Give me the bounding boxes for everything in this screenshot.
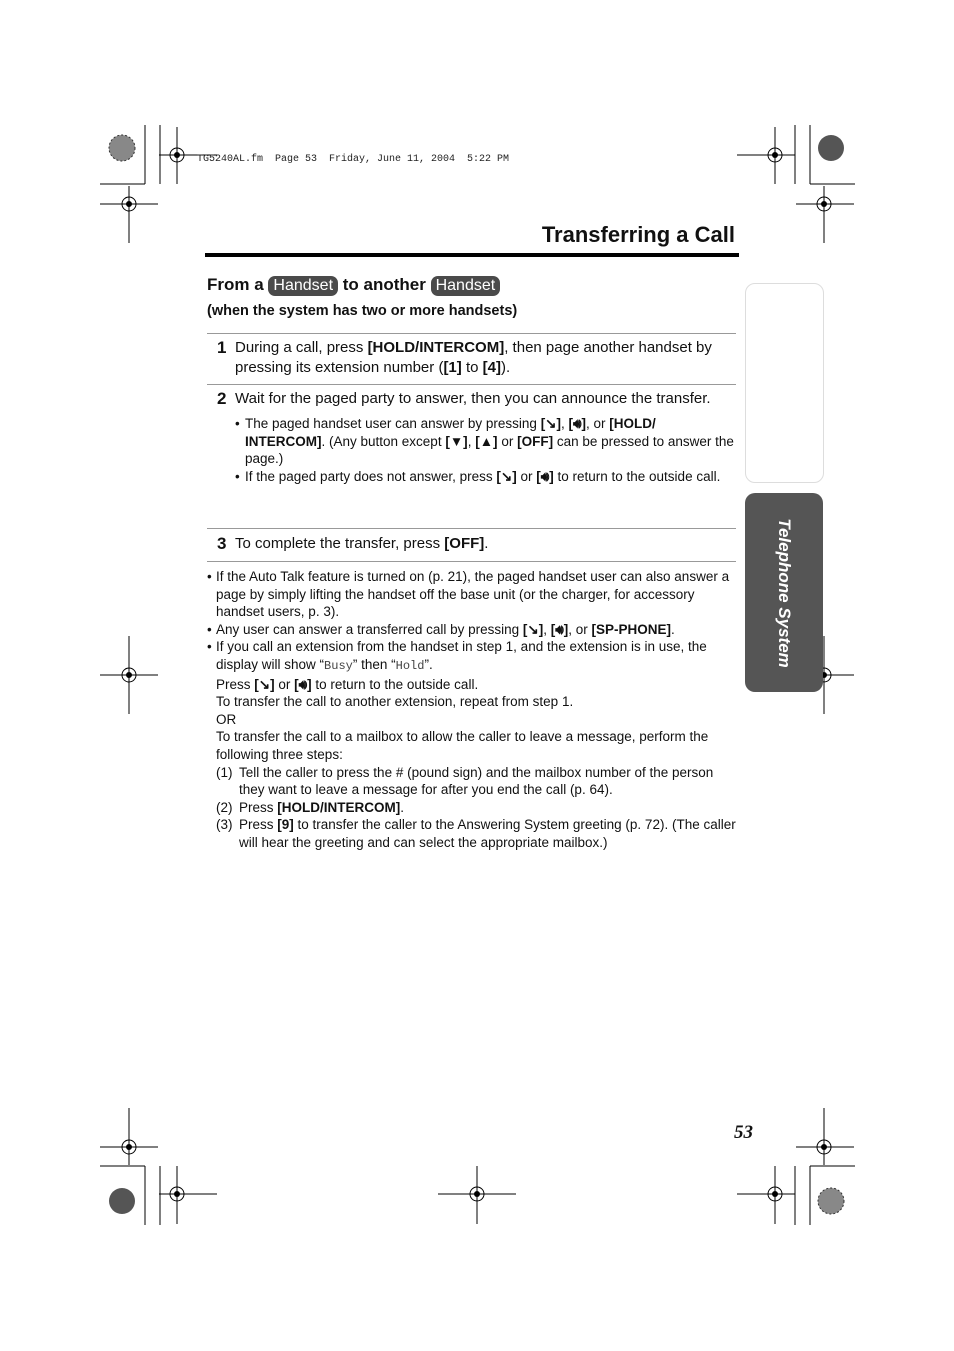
step-text: Wait for the paged party to answer, then you can announce the transfer. [235,390,711,407]
section-subtitle: (when the system has two or more handsets) [207,303,518,319]
display-text-hold: Hold [395,658,425,673]
side-tab-blank [745,283,824,483]
mailbox-step-1 [216,764,737,799]
press-line: Press [↘] or [🔊︎] to return to the outside call. [216,676,479,692]
step-index: (1) [216,764,233,780]
page-number: 53 [734,1122,753,1143]
heading-from: From a [207,275,264,294]
file-info-header: TG5240AL.fm Page 53 Friday, June 11, 2004 5:22 PM [197,154,510,165]
note-transferred-call: • Any user can answer a transferred call by pressing [↘], [🔊︎], or [SP-PHONE]. [216,621,737,639]
section-heading [207,275,500,296]
button-label: [9] [277,817,294,833]
mailbox-step-2: (2) Press [HOLD/INTERCOM]. [216,799,405,815]
divider [207,384,736,385]
talk-icon: [↘] [254,676,275,692]
step-2 [207,389,736,485]
display-text-busy: Busy [324,658,353,673]
mailbox-line: To transfer the call to a mailbox to allow the caller to leave a message, perform the following three steps: [216,729,709,762]
heading-to-another: to another [342,275,426,294]
step-text: ). [500,359,511,376]
bullet-text: The paged handset user can answer by pressing [245,416,541,431]
step-number: 2 [217,389,227,408]
step-text: Press [239,799,278,815]
step-bullet: • The paged handset user can answer by pressing [↘], [🔊︎], or [HOLD/ INTERCOM]. (Any button except [▼], [▲] or [OFF] can be pressed to answer the page.) [245,415,736,468]
speaker-icon: [🔊︎] [550,621,569,637]
note-extension-in-use [216,638,737,851]
step-3 [207,534,736,554]
step-text: to [461,359,483,376]
or-line: OR [216,711,237,727]
step-1 [207,338,736,378]
speaker-icon: [🔊︎] [568,416,587,431]
button-label: [OFF] [517,433,554,449]
button-label: [1] [443,359,462,376]
step-bullet: • If the paged party does not answer, press [↘] or [🔊︎] to return to the outside call. [245,468,736,486]
handset-badge: Handset [431,276,501,296]
step-text: During a call, press [235,339,368,356]
handset-badge: Handset [268,276,338,296]
button-label: [HOLD/INTERCOM] [367,339,505,356]
note-text: ” then “ [352,656,396,672]
note-text: Press [216,676,255,692]
note-auto-talk: • If the Auto Talk feature is turned on (p. 21), the paged handset user can also answer a page by simply lifting the handset off the base unit (or the charger, for accessory handset users, p. 3). [216,568,737,621]
notes [207,568,737,852]
step-text: to transfer the caller to the Answering System greeting (p. 72). (The caller will hear the greeting and can select the appropriate mailbox.) [239,817,736,850]
step-number: 1 [217,338,227,357]
step-number: 3 [217,534,227,553]
mailbox-steps [216,764,737,852]
button-label: [4] [482,359,501,376]
note-text: If you call an extension from the handset in step 1, and the extension is in use, the display will show “ [216,639,707,672]
side-tab [745,493,823,692]
speaker-icon: [🔊︎] [294,676,312,692]
step-text: , then page another handset by pressing its extension number ( [235,339,712,376]
bullet-text: If the paged party does not answer, press [245,468,497,484]
step-text: To complete the transfer, press [235,535,445,552]
note-text: ”. [424,656,433,672]
note-text: Any user can answer a transferred call by pressing [216,621,523,637]
talk-icon: [↘] [496,468,517,484]
divider [207,528,736,529]
talk-icon: [↘] [522,621,544,637]
speaker-icon: [🔊︎] [536,468,554,484]
divider [207,333,736,334]
bullet-text: can be pressed to answer the page.) [245,433,734,466]
title-rule [205,253,739,257]
step-index: (2) [216,799,233,815]
side-tab-label: Telephone System [775,518,794,668]
button-label: [HOLD/ INTERCOM] [245,416,656,449]
step-text: Press [239,817,278,833]
talk-icon: [↘] [540,416,561,431]
step-index: (3) [216,817,233,833]
button-label: [OFF] [444,535,485,552]
note-text: to return to the outside call. [311,676,479,692]
step-text: . [484,535,489,552]
divider [207,561,736,562]
bullet-text: . (Any button except [321,433,446,449]
mailbox-step-3 [216,816,737,851]
page-title: Transferring a Call [541,222,735,247]
down-arrow-icon: [▼] [445,433,468,449]
repeat-line: To transfer the call to another extension, repeat from step 1. [216,694,574,710]
step-text: Tell the caller to press the # (pound sign) and the mailbox number of the person they want to leave a message for after you end the call (p. 64). [239,764,714,798]
up-arrow-icon: [▲] [475,433,498,449]
button-label: [SP-PHONE] [591,621,672,637]
button-label: [HOLD/INTERCOM] [277,799,401,815]
bullet-text: to return to the outside call. [553,468,721,484]
